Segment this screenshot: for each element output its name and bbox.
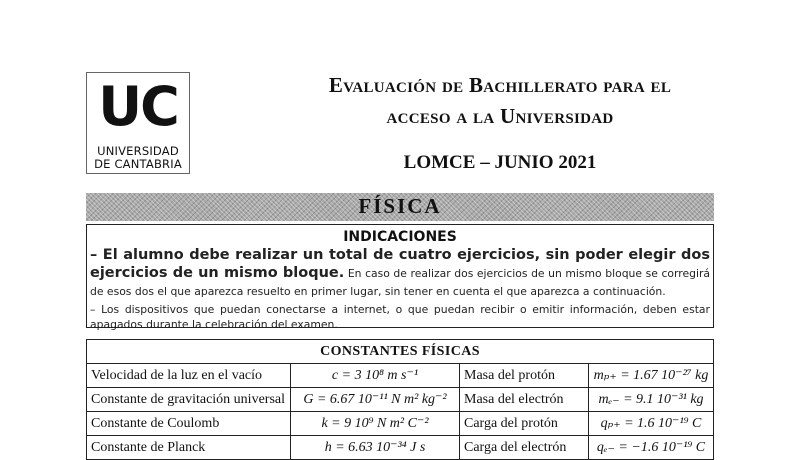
constant-value: h = 6.63 10⁻³⁴ J s [291,436,460,460]
logo-line-1: UNIVERSIDAD [97,144,179,158]
exam-title-line-2: acceso a la Universidad [386,104,614,128]
constant-value: mₚ₊ = 1.67 10⁻²⁷ kg [589,364,714,388]
exam-title-line-1: Evaluación de Bachillerato para el [328,73,672,97]
constant-name: Constante de Coulomb [87,412,291,436]
constant-value: c = 3 10⁸ m s⁻¹ [291,364,460,388]
table-row [87,364,714,388]
instruction-item-1-rest: En caso de realizar dos ejercicios de un mismo bloque se corregirá de esos dos el que aparezca resuelto en primer lugar, sin tener en cuenta el que aparezca a continuación. [90,267,710,298]
subject-title: FÍSICA [358,194,442,218]
subject-band [86,193,714,221]
table-row [87,412,714,436]
university-logo [86,72,190,174]
constants-table [86,339,714,460]
constant-value: k = 9 10⁹ N m² C⁻² [291,412,460,436]
instructions-heading: INDICACIONES [343,229,457,245]
instruction-item-1 [90,246,710,300]
constant-name: Constante de gravitación universal [87,388,291,412]
instructions-box [86,224,714,331]
constant-name: Masa del protón [460,364,589,388]
constant-name: Masa del electrón [460,388,589,412]
constants-header-row [87,340,714,364]
exam-subtitle: LOMCE – JUNIO 2021 [403,152,597,173]
instructions-body [90,246,710,332]
constant-name: Constante de Planck [87,436,291,460]
logo-line-2: DE CANTABRIA [94,157,182,171]
constant-value: G = 6.67 10⁻¹¹ N m² kg⁻² [291,388,460,412]
constant-name: Carga del protón [460,412,589,436]
logo-mark: UC [98,75,178,138]
constant-name: Velocidad de la luz en el vacío [87,364,291,388]
constants-heading: CONSTANTES FÍSICAS [87,340,714,364]
instruction-item-1-bold: – El alumno debe realizar un total de cuatro ejercicios, sin poder elegir dos ejercicios de un mismo bloque. [90,247,710,281]
constant-value: qₚ₊ = 1.6 10⁻¹⁹ C [589,412,714,436]
table-row [87,436,714,460]
constant-name: Carga del electrón [460,436,589,460]
instruction-item-2: – Los dispositivos que puedan conectarse a internet, o que puedan recibir o emitir información, deben estar apagados durante la celebración del examen. [90,303,710,331]
table-row [87,388,714,412]
constant-value: mₑ₋ = 9.1 10⁻³¹ kg [589,388,714,412]
constant-value: qₑ₋ = −1.6 10⁻¹⁹ C [589,436,714,460]
